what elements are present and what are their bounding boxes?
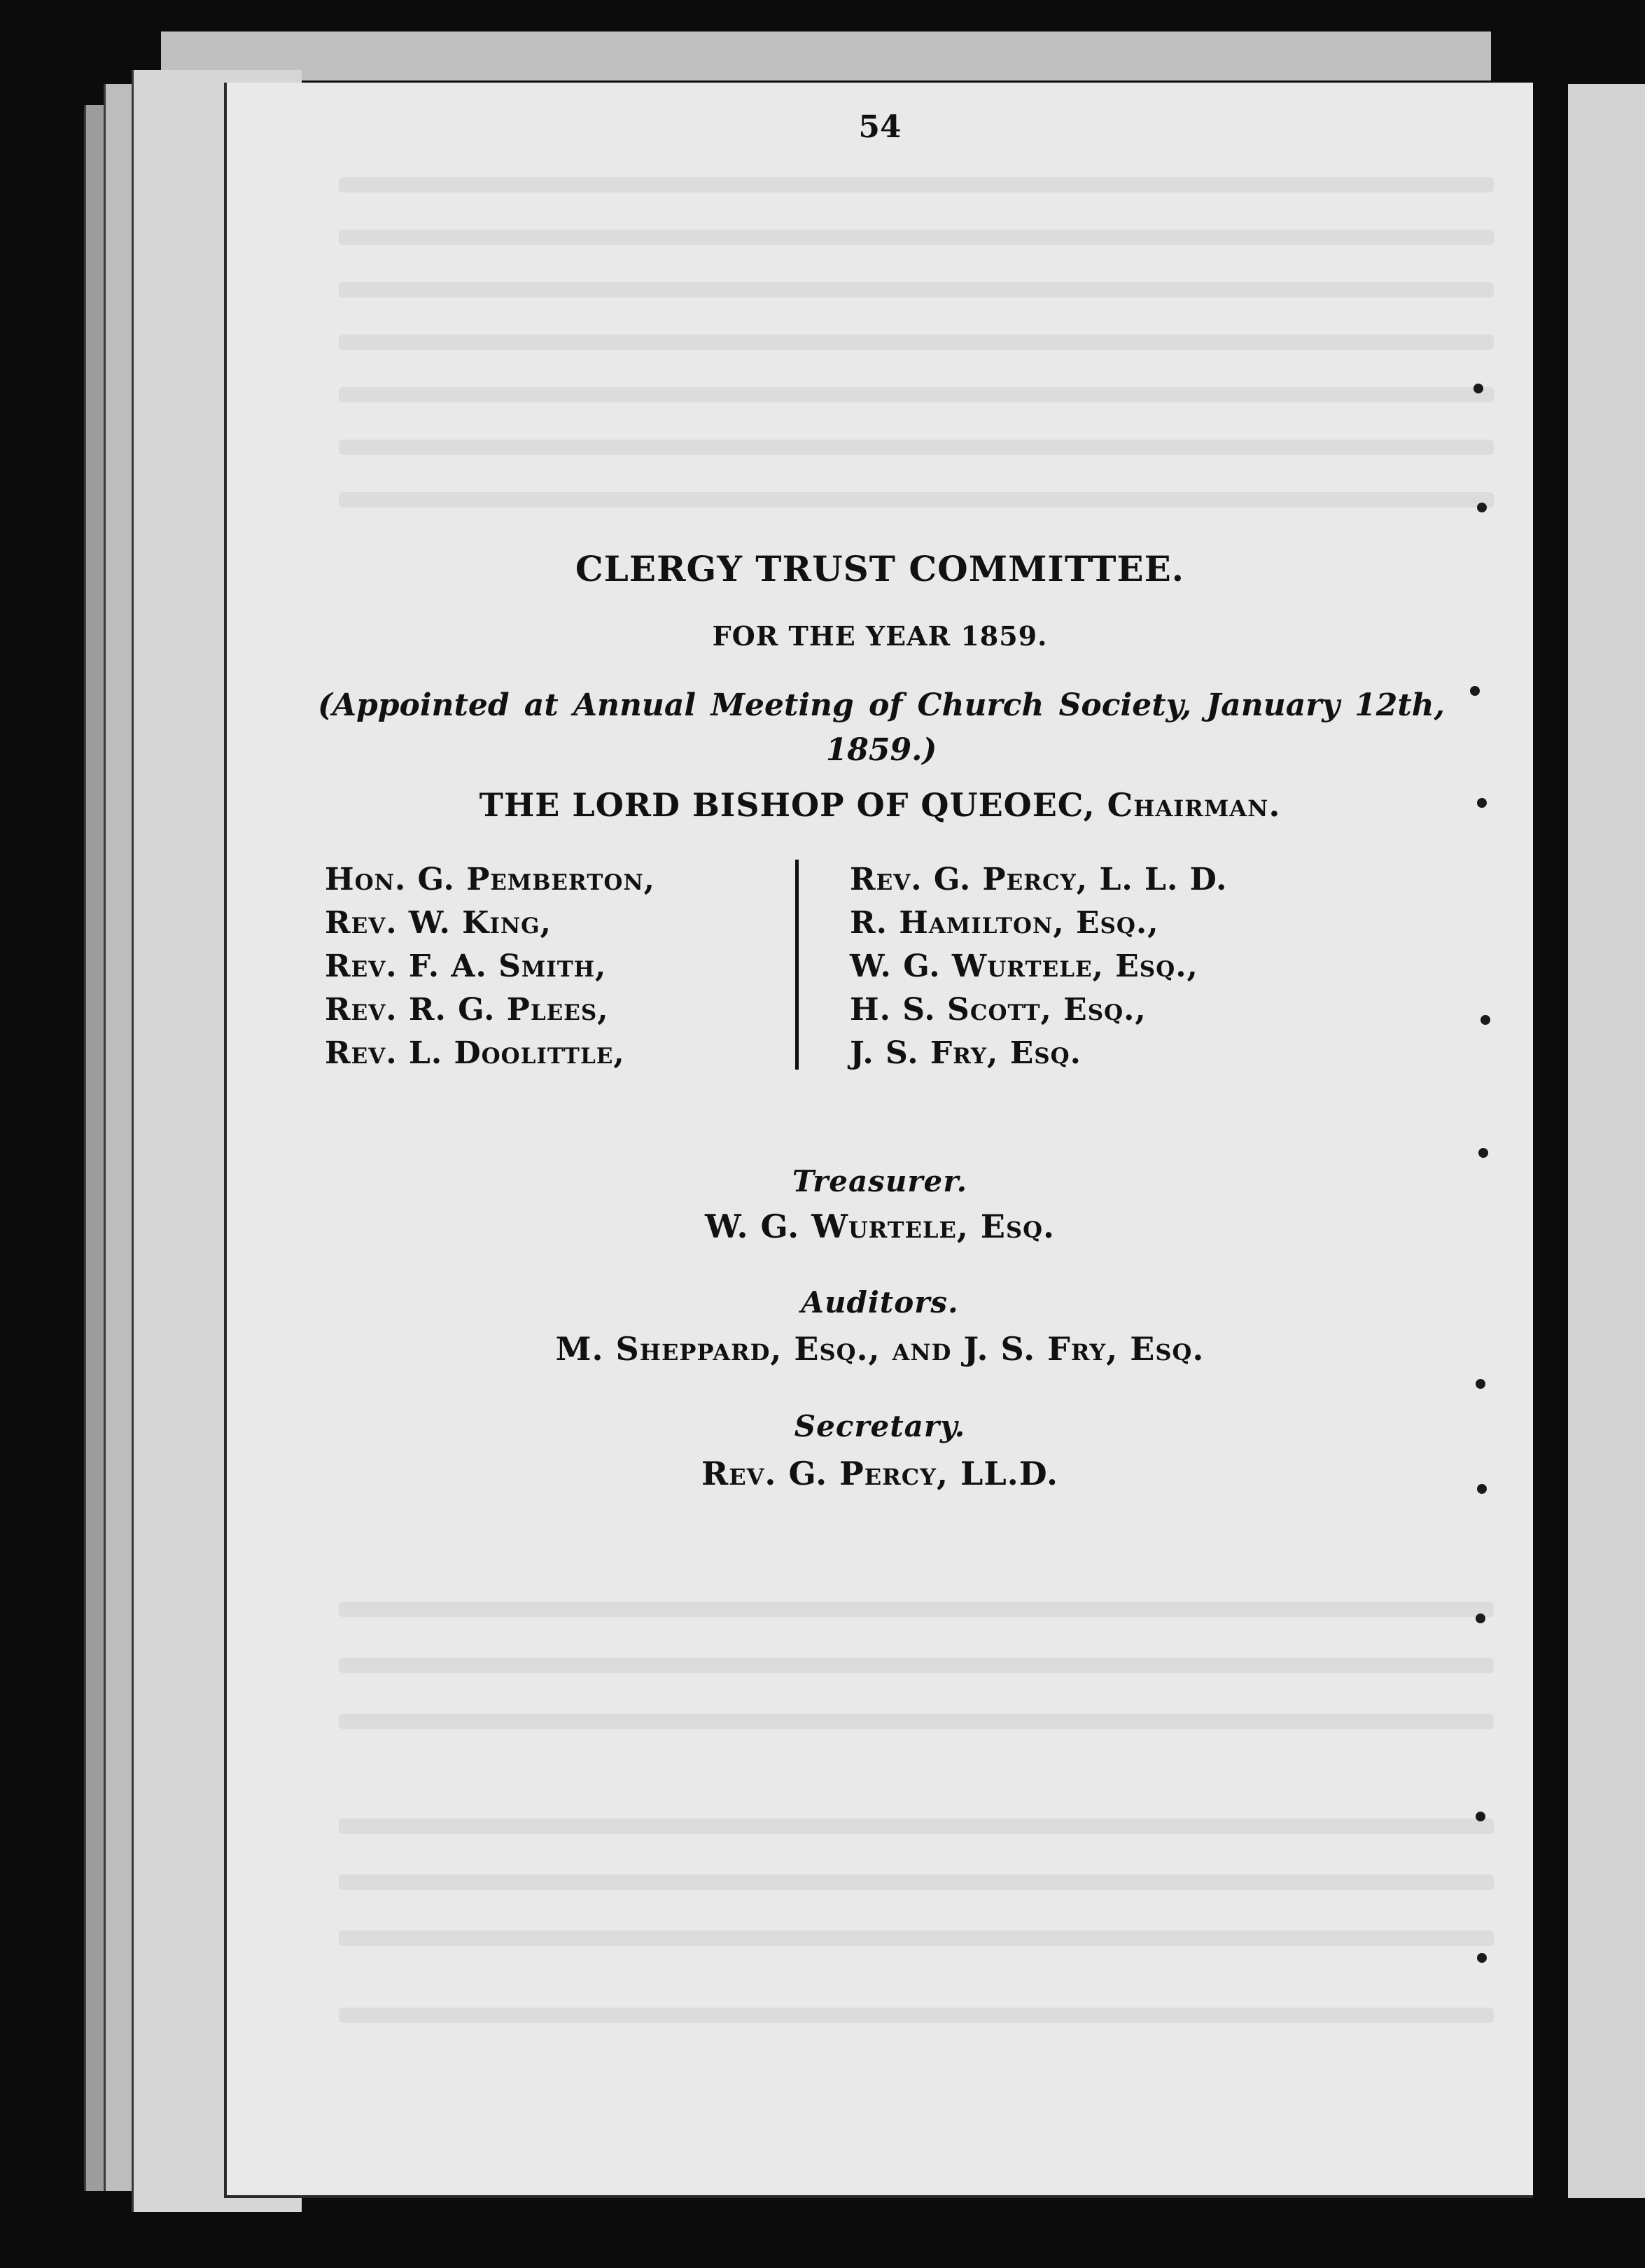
member-name: Rev. R. G. Plees, <box>325 992 609 1028</box>
binding-hole <box>1480 1015 1490 1025</box>
member-name: Rev. W. King, <box>325 905 552 941</box>
members-right-column <box>850 858 1396 1075</box>
secretary-name: Rev. G. Percy, LL.D. <box>701 1455 1059 1492</box>
appointment-note: (Appointed at Annual Meeting of Church Society, January 12th, 1859.) <box>318 687 1445 768</box>
document-page <box>224 83 1533 2198</box>
bleed-through-line <box>339 177 1494 192</box>
bleed-through-line <box>339 230 1494 245</box>
bleed-through-line <box>339 440 1494 455</box>
bleed-through-line <box>339 1931 1494 1946</box>
column-divider <box>795 860 799 1070</box>
member-name: W. G. Wurtele, Esq., <box>850 948 1198 984</box>
binding-hole <box>1476 1614 1485 1623</box>
member-name: Rev. G. Percy, L. L. D. <box>850 862 1228 897</box>
binding-hole <box>1478 1148 1488 1158</box>
page-edge-top <box>161 31 1491 80</box>
auditors-names: M. Sheppard, Esq., and J. S. Fry, Esq. <box>555 1330 1205 1368</box>
bleed-through-line <box>339 1714 1494 1729</box>
bleed-through-line <box>339 492 1494 507</box>
binding-hole <box>1476 1812 1485 1821</box>
bleed-through-line <box>339 282 1494 298</box>
binding-hole <box>1477 1953 1487 1963</box>
bleed-through-line <box>339 2008 1494 2023</box>
page-title: CLERGY TRUST COMMITTEE. <box>575 548 1185 589</box>
treasurer-name: W. G. Wurtele, Esq. <box>705 1208 1055 1245</box>
chairman-name: THE LORD BISHOP OF QUEOEC, <box>479 786 1096 824</box>
member-name: Hon. G. Pemberton, <box>325 862 655 897</box>
treasurer-heading: Treasurer. <box>792 1164 968 1198</box>
members-left-column <box>325 858 759 1075</box>
binding-hole <box>1474 384 1483 393</box>
bleed-through-line <box>339 387 1494 402</box>
bleed-through-line <box>339 335 1494 350</box>
chairman-line <box>227 786 1533 824</box>
member-name: Rev. F. A. Smith, <box>325 948 607 984</box>
page-subtitle: FOR THE YEAR 1859. <box>712 620 1048 652</box>
bleed-through-line <box>339 1602 1494 1617</box>
bleed-through-line <box>339 1658 1494 1673</box>
binding-hole <box>1477 798 1487 808</box>
binding-hole <box>1476 1379 1485 1389</box>
member-name: Rev. L. Doolittle, <box>325 1035 625 1071</box>
member-name: J. S. Fry, Esq. <box>850 1035 1082 1071</box>
bleed-through-line <box>339 1819 1494 1834</box>
adjacent-page <box>1568 84 1645 2198</box>
member-name: H. S. Scott, Esq., <box>850 992 1147 1028</box>
secretary-heading: Secretary. <box>794 1409 966 1443</box>
binding-hole <box>1477 503 1487 512</box>
bleed-through-line <box>339 1875 1494 1890</box>
auditors-heading: Auditors. <box>801 1285 959 1320</box>
page-number: 54 <box>858 109 902 145</box>
binding-hole <box>1477 1484 1487 1494</box>
chairman-role: Chairman. <box>1107 786 1281 824</box>
binding-hole <box>1470 686 1480 696</box>
member-name: R. Hamilton, Esq., <box>850 905 1159 941</box>
